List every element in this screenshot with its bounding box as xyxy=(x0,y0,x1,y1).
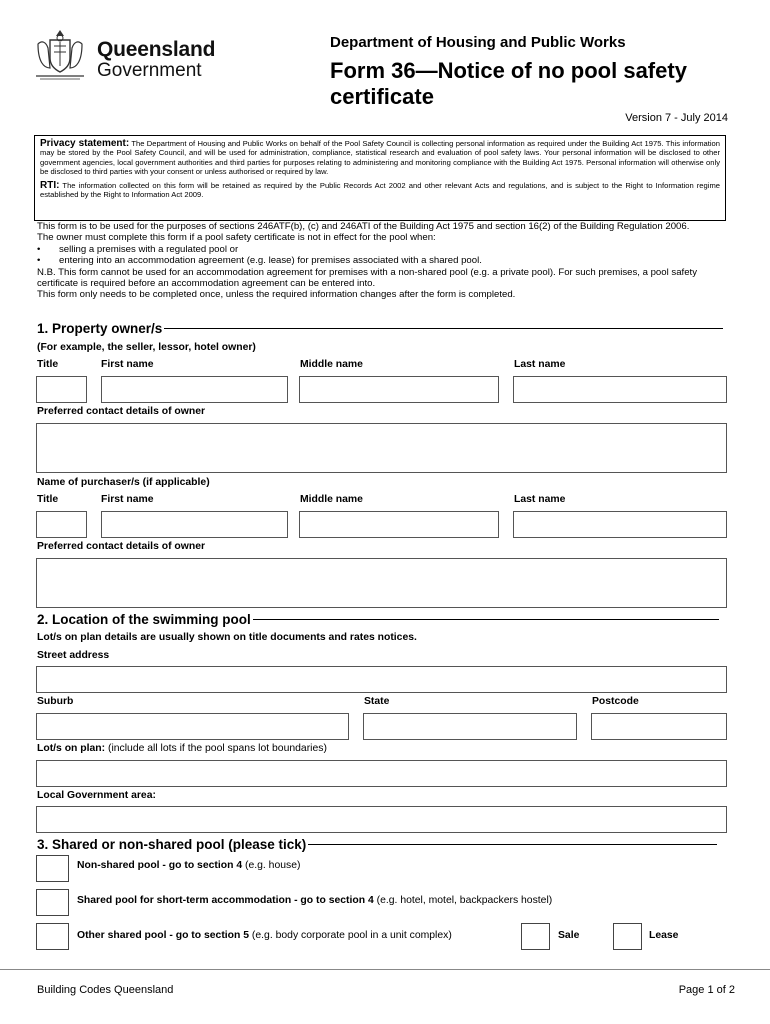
owner-middle-name-field[interactable] xyxy=(299,376,499,403)
purchaser-title-field[interactable] xyxy=(36,511,87,538)
intro-text xyxy=(37,221,727,301)
owner-contact-field[interactable] xyxy=(36,423,727,473)
privacy-heading: Privacy statement: xyxy=(40,138,130,149)
footer-divider xyxy=(0,969,770,970)
lots-on-plan-label xyxy=(37,743,327,754)
non-shared-pool-note: (e.g. house) xyxy=(242,860,301,871)
non-shared-pool-label xyxy=(77,860,300,871)
section-2-sub: Lot/s on plan details are usually shown on title documents and rates notices. xyxy=(37,632,417,643)
owner-title-field[interactable] xyxy=(36,376,87,403)
state-label: State xyxy=(364,696,390,707)
street-address-label: Street address xyxy=(37,650,110,661)
lots-on-plan-field[interactable] xyxy=(36,760,727,787)
section-2-heading xyxy=(37,612,719,627)
shared-pool-short-term-title: Shared pool for short-term accommodation - go to section 4 xyxy=(77,895,374,906)
section-3-heading xyxy=(37,837,717,852)
lots-on-plan-title: Lot/s on plan: xyxy=(37,743,106,754)
coat-of-arms-icon xyxy=(30,26,90,84)
section-2-title: 2. Location of the swimming pool xyxy=(37,612,251,627)
purchaser-first-name-field[interactable] xyxy=(101,511,288,538)
street-address-field[interactable] xyxy=(36,666,727,693)
rti-text: The information collected on this form will be retained as required by the Public Records Act 2002 and other relevant Acts and regulations, and is subject to the Right to Information regime established by the Right to Information Act 2009. xyxy=(40,180,720,200)
bullet-item: • selling a premises with a regulated pool or xyxy=(37,243,239,255)
logo-text-government: Government xyxy=(97,60,202,81)
section-3-title: 3. Shared or non-shared pool (please tick) xyxy=(37,837,307,852)
owner-last-name-field[interactable] xyxy=(513,376,727,403)
purchaser-middle-name-field[interactable] xyxy=(299,511,499,538)
purchaser-title-label: Title xyxy=(37,494,59,505)
owner-title-label: Title xyxy=(37,359,59,370)
lga-label: Local Government area: xyxy=(37,790,156,801)
postcode-field[interactable] xyxy=(591,713,727,740)
other-shared-pool-note: (e.g. body corporate pool in a unit complex) xyxy=(249,930,452,941)
page-number: Page 1 of 2 xyxy=(678,984,735,996)
owner-first-label: First name xyxy=(101,359,154,370)
section-1-heading xyxy=(37,321,723,336)
footer-organisation: Building Codes Queensland xyxy=(37,984,174,996)
section-1-title: 1. Property owner/s xyxy=(37,321,163,336)
shared-pool-short-term-note: (e.g. hotel, motel, backpackers hostel) xyxy=(373,895,553,906)
purchaser-first-label: First name xyxy=(101,494,154,505)
suburb-field[interactable] xyxy=(36,713,349,740)
logo-text-queensland: Queensland xyxy=(97,38,216,61)
shared-pool-short-term-checkbox[interactable] xyxy=(36,889,69,916)
purchaser-contact-field[interactable] xyxy=(36,558,727,608)
section-1-sub: (For example, the seller, lessor, hotel owner) xyxy=(37,342,256,353)
intro-purpose: This form is to be used for the purposes of sections 246ATF(b), (c) and 246ATI of the Building Act 1975 and section 16(2) of the Building Regulation 2006. xyxy=(37,221,690,232)
intro-when: The owner must complete this form if a pool safety certificate is not in effect for the pool when: xyxy=(37,232,436,244)
purchaser-middle-label: Middle name xyxy=(300,494,363,505)
form-title: Form 36—Notice of no pool safety certificate xyxy=(330,58,687,109)
department-name: Department of Housing and Public Works xyxy=(330,34,626,51)
lga-field[interactable] xyxy=(36,806,727,833)
non-shared-pool-title: Non-shared pool - go to section 4 xyxy=(77,860,243,871)
suburb-label: Suburb xyxy=(37,696,74,707)
shared-pool-short-term-label xyxy=(77,895,552,906)
owner-contact-label: Preferred contact details of owner xyxy=(37,406,206,417)
purchaser-label: Name of purchaser/s (if applicable) xyxy=(37,477,210,488)
lots-on-plan-note: (include all lots if the pool spans lot boundaries) xyxy=(105,743,327,754)
intro-once: This form only needs to be completed once, unless the required information changes after the form is completed. xyxy=(37,289,516,301)
lease-label: Lease xyxy=(649,930,679,941)
privacy-text: The Department of Housing and Public Works on behalf of the Pool Safety Council is collecting personal information as required under the Building Act 1975. This information may be stored by the Pool Safety Council, and will be used for administration, compliance, statistical research and evaluation of pool safety laws. Your personal information will be disclosed to other government agencies, local government authorities and third parties for purposes relating to administering and monitoring compliance with the Building Act 1975. Personal information will otherwise only be disclosed to third parties with your consent or unless authorised or required by law. xyxy=(40,139,720,177)
intro-nb: N.B. This form cannot be used for an accommodation agreement for premises with a non-shared pool (e.g. a private pool). For such premises, a pool safety certificate is required before an accommodation agreement can be entered into. xyxy=(37,266,697,290)
version-label: Version 7 - July 2014 xyxy=(625,112,728,124)
purchaser-contact-label: Preferred contact details of owner xyxy=(37,541,206,552)
lease-checkbox[interactable] xyxy=(613,923,642,950)
owner-middle-label: Middle name xyxy=(300,359,363,370)
postcode-label: Postcode xyxy=(592,696,639,707)
owner-last-label: Last name xyxy=(514,359,566,370)
sale-checkbox[interactable] xyxy=(521,923,550,950)
other-shared-pool-title: Other shared pool - go to section 5 xyxy=(77,930,250,941)
other-shared-pool-label xyxy=(77,930,452,941)
owner-first-name-field[interactable] xyxy=(101,376,288,403)
purchaser-last-name-field[interactable] xyxy=(513,511,727,538)
non-shared-pool-checkbox[interactable] xyxy=(36,855,69,882)
bullet-text: entering into an accommodation agreement (e.g. lease) for premises associated with a shared pool. xyxy=(59,255,482,267)
privacy-statement-box xyxy=(34,135,726,221)
other-shared-pool-checkbox[interactable] xyxy=(36,923,69,950)
rti-heading: RTI: xyxy=(40,179,60,191)
bullet-text: selling a premises with a regulated pool or xyxy=(59,243,239,255)
bullet-item: • entering into an accommodation agreement (e.g. lease) for premises associated with a shared pool. xyxy=(37,255,482,267)
purchaser-last-label: Last name xyxy=(514,494,566,505)
sale-label: Sale xyxy=(558,930,580,941)
state-field[interactable] xyxy=(363,713,577,740)
